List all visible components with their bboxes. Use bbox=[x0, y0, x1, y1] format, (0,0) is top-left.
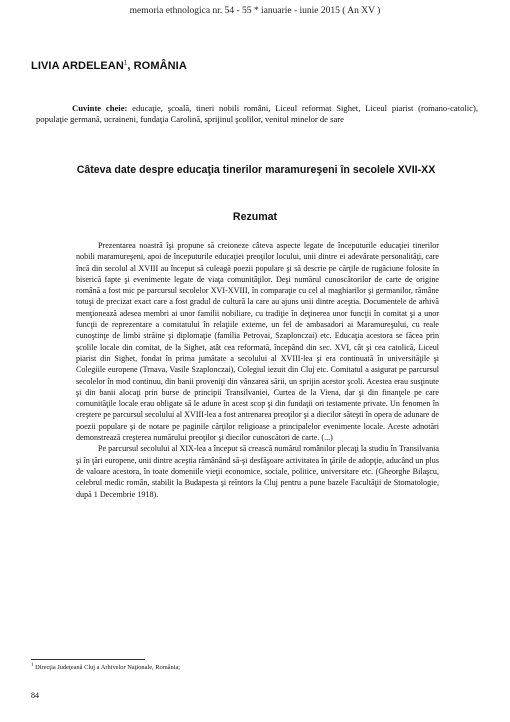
footnote bbox=[31, 662, 471, 672]
keywords-label: Cuvinte cheie: bbox=[72, 103, 128, 113]
footnote-text: Direcţia Judeţeană Cluj a Arhivelor Naţionale, România; bbox=[33, 664, 181, 672]
page-number: 84 bbox=[31, 691, 39, 700]
author-line bbox=[31, 60, 187, 72]
author-country: , ROMÂNIA bbox=[127, 60, 187, 72]
keywords-text: educaţie, şcoală, tineri nobili români, Liceul reformat Sighet, Liceul piarist (romano-catolic), populaţie germană, ucraineni, fundaţia Carolină, sprijinul şcolilor, venitul minelor de sare bbox=[36, 103, 478, 124]
keywords-block bbox=[36, 103, 478, 125]
footnote-mark: 1 bbox=[31, 663, 34, 668]
abstract-body bbox=[76, 240, 439, 500]
abstract-paragraph: Prezentarea noastră îşi propune să creioneze câteva aspecte legate de începuturile educaţiei tinerilor nobili maramureşeni, apoi de începuturile educaţiei preoţilor locului, unii dintre ei adevărate personalităţi, care încă din secolul al XVIII au început să culeagă poezii populare şi să descrie pe cărţile de rugăciune folosite în biserică fapte şi evenimente legate de viaţa comunităţilor. Deşi numărul cunoscătorilor de carte de origine română a fost mic pe parcursul secolelor XVI-XVIII, în comparaţie cu cel al maghiarilor şi germanilor, rămâne totuşi de precizat exact care a fost gradul de cultură la care au ajuns unii dintre aceştia. Documentele de arhivă menţionează adesea membri ai unor familii nobiliare, cu tradiţie în deţinerea unor funcţii în comitat şi a unor funcţii de reprezentare a comitatului în relaţiile externe, un fel de ambasadori ai Maramureşului, cu reale cunoştinţe de limbi străine şi diplomaţie (familia Petrovai, Szaplonczai) etc. Educaţia acestora se făcea prin şcolile locale din comitat, de la Sighet, atât cea reformată, începând din sec. XVI, cât şi cea catolică, Liceul piarist din Sighet, fondat în prima jumătate a secolului al XVIII-lea şi era continuată în universităţile şi Colegiile europene (Trnava, Vasile Szaplonczai), Colegiul iezuit din Cluj etc. Comitatul a asigurat pe parcursul secolelor în mod continuu, din banii proveniţi din vânzarea sării, un sprijin acestor şcoli. Acestea erau susţinute şi din banii alocaţi prin burse de principii Transilvaniei, Curtea de la Viena, dar şi din finanţele pe care comunităţile locale erau obligate să le adune în acest scop şi din fundaţii ori testamente private. Un fenomen în creştere pe parcursul secolului al XVIII-lea a fost antrenarea preoţilor şi a diecilor săteşti în opera de adunare de poezii populare şi de notare pe paginile cărţilor religioase a principalelor evenimente locale. Aceste adnotări demonstrează creşterea numărului preoţilor şi diecilor cunoscători de carte. (...) bbox=[76, 241, 439, 443]
running-header: memoria ethnologica nr. 54 - 55 * ianuarie - iunie 2015 ( An XV ) bbox=[129, 6, 381, 16]
abstract-paragraph: Pe parcursul secolului al XIX-lea a început să crească numărul românilor plecaţi la studiu în Transilvania şi în ţări europene, unii dintre aceştia rămânând să-şi desfăşoare activitatea în ţările de adopţie, aducând un plus de valoare acestora, în toate domeniile vieţii economice, sociale, politice, universitare etc. (Gheorghe Bilaşcu, celebrul medic român, stabilit la Budapesta şi reîntors la Cluj pentru a pune bazele Facultăţii de Stomatologie, după 1 Decembrie 1918). bbox=[76, 444, 439, 499]
author-footnote-mark: 1 bbox=[123, 60, 128, 67]
footnote-divider bbox=[31, 659, 145, 660]
abstract-heading: Rezumat bbox=[232, 211, 278, 223]
author-name: LIVIA ARDELEAN bbox=[31, 60, 124, 72]
article-title: Câteva date despre educaţia tinerilor maramureşeni în secolele XVII-XX bbox=[76, 164, 436, 176]
